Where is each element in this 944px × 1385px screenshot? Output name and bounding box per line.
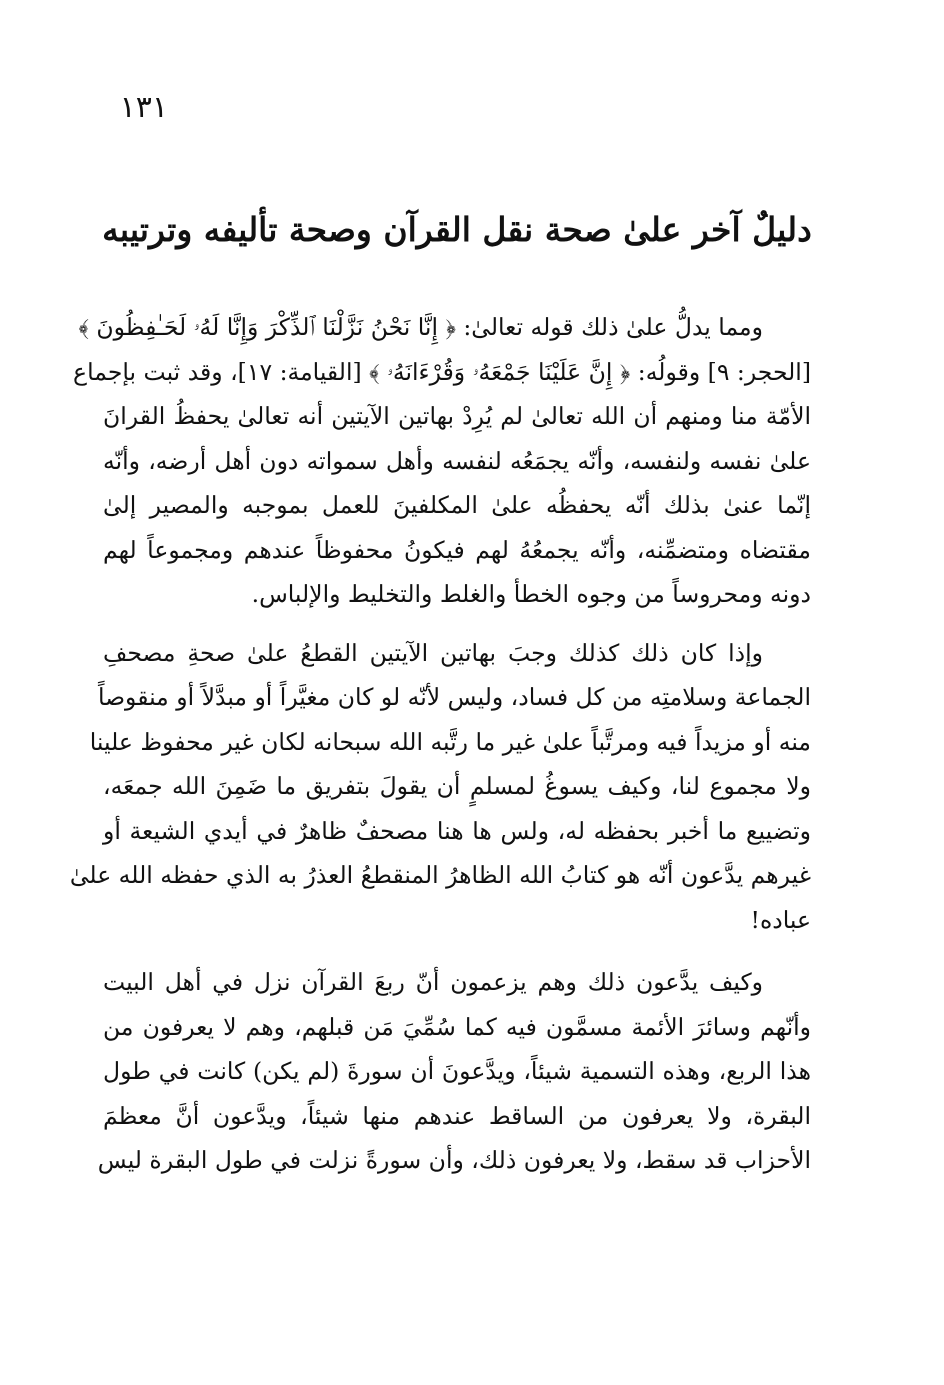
text-line: منه أو مزيداً فيه ومرتَّباً علىٰ غير ما رتَّبه الله سبحانه لكان غير محفوظ علينا (89, 727, 811, 756)
text-line: البقرة، ولا يعرفون من الساقط عندهم منها شيئاً، ويدَّعون أنَّ معظمَ (103, 1101, 811, 1130)
paragraph-2 (69, 631, 811, 943)
text-line: الجماعة وسلامتِه من كل فساد، وليس لأنّه لو كان مغيَّراً أو مبدَّلاً أو منقوصاً (97, 683, 811, 711)
paragraph-1 (73, 305, 811, 617)
body-text (69, 305, 811, 1183)
chapter-title: دليلٌ آخر علىٰ صحة نقل القرآن وصحة تأليفه وترتيبه (102, 210, 812, 249)
text-line: مقتضاه ومتضمِّنه، وأنّه يجمعُهُ لهم فيكونُ محفوظاً عندهم ومجموعاً لهم (103, 535, 811, 564)
text-line: دونه ومحروساً من وجوه الخطأ والغلط والتخليط والإلباس. (251, 580, 811, 608)
text-line: غيرهم يدَّعون أنّه هو كتابُ الله الظاهرُ المنقطعُ العذرُ به الذي حفظه الله علىٰ (69, 861, 811, 889)
text-line: [الحجر: ٩] وقولُه: ﴿ إِنَّ عَلَيْنَا جَمْعَهُۥ وَقُرْءَانَهُۥ ﴾ [القيامة: ١٧]، وقد ثبت بإجماع (73, 357, 811, 386)
text-line: وتضييع ما أخبر بحفظه له، ولس ها هنا مصحفٌ ظاهرٌ في أيدي الشيعة أو (103, 816, 811, 845)
text-line: إنّما عنىٰ بذلك أنّه يحفظُه علىٰ المكلفينَ للعمل بموجبه والمصير إلىٰ (103, 491, 811, 519)
text-line: وكيف يدَّعون ذلك وهم يزعمون أنّ ربعَ القرآن نزل في أهل البيت (103, 968, 763, 996)
text-line: وإذا كان ذلك كذلك وجبَ بهاتين الآيتين القطعُ علىٰ صحةِ مصحفِ (103, 638, 763, 667)
text-line: هذا الربع، وهذه التسمية شيئاً، ويدَّعونَ أن سورةَ (لم يكن) كانت في طول (103, 1057, 811, 1085)
text-line: الأمّة منا ومنهم أن الله تعالىٰ لم يُرِدْ بهاتين الآيتين أنه تعالىٰ يحفظُ القرانَ (103, 402, 811, 430)
paragraph-3 (97, 960, 811, 1183)
text-line: الأحزاب قد سقط، ولا يعرفون ذلك، وأن سورةً نزلت في طول البقرة ليس (97, 1146, 811, 1174)
text-line: وأنّهم وسائرَ الأئمة مسمَّون فيه كما سُمِّيَ مَن قبلهم، وهم لا يعرفون من (103, 1012, 811, 1041)
text-line: ومما يدلُّ علىٰ ذلك قوله تعالىٰ: ﴿ إِنَّا نَحْنُ نَزَّلْنَا ٱلذِّكْرَ وَإِنَّا لَهُۥ لَحَـٰفِظُونَ ﴾ (78, 313, 763, 341)
text-line: ولا مجموع لنا، وكيف يسوغُ لمسلمٍ أن يقولَ بتفريق ما ضَمِنَ الله جمعَه، (103, 772, 811, 800)
text-line: علىٰ نفسه ولنفسه، وأنّه يجمَعُه لنفسه وأهل سمواته دون أهل أرضه، وأنّه (103, 446, 811, 475)
page-number: ١٣١ (119, 90, 168, 125)
text-line: عباده! (750, 905, 811, 934)
